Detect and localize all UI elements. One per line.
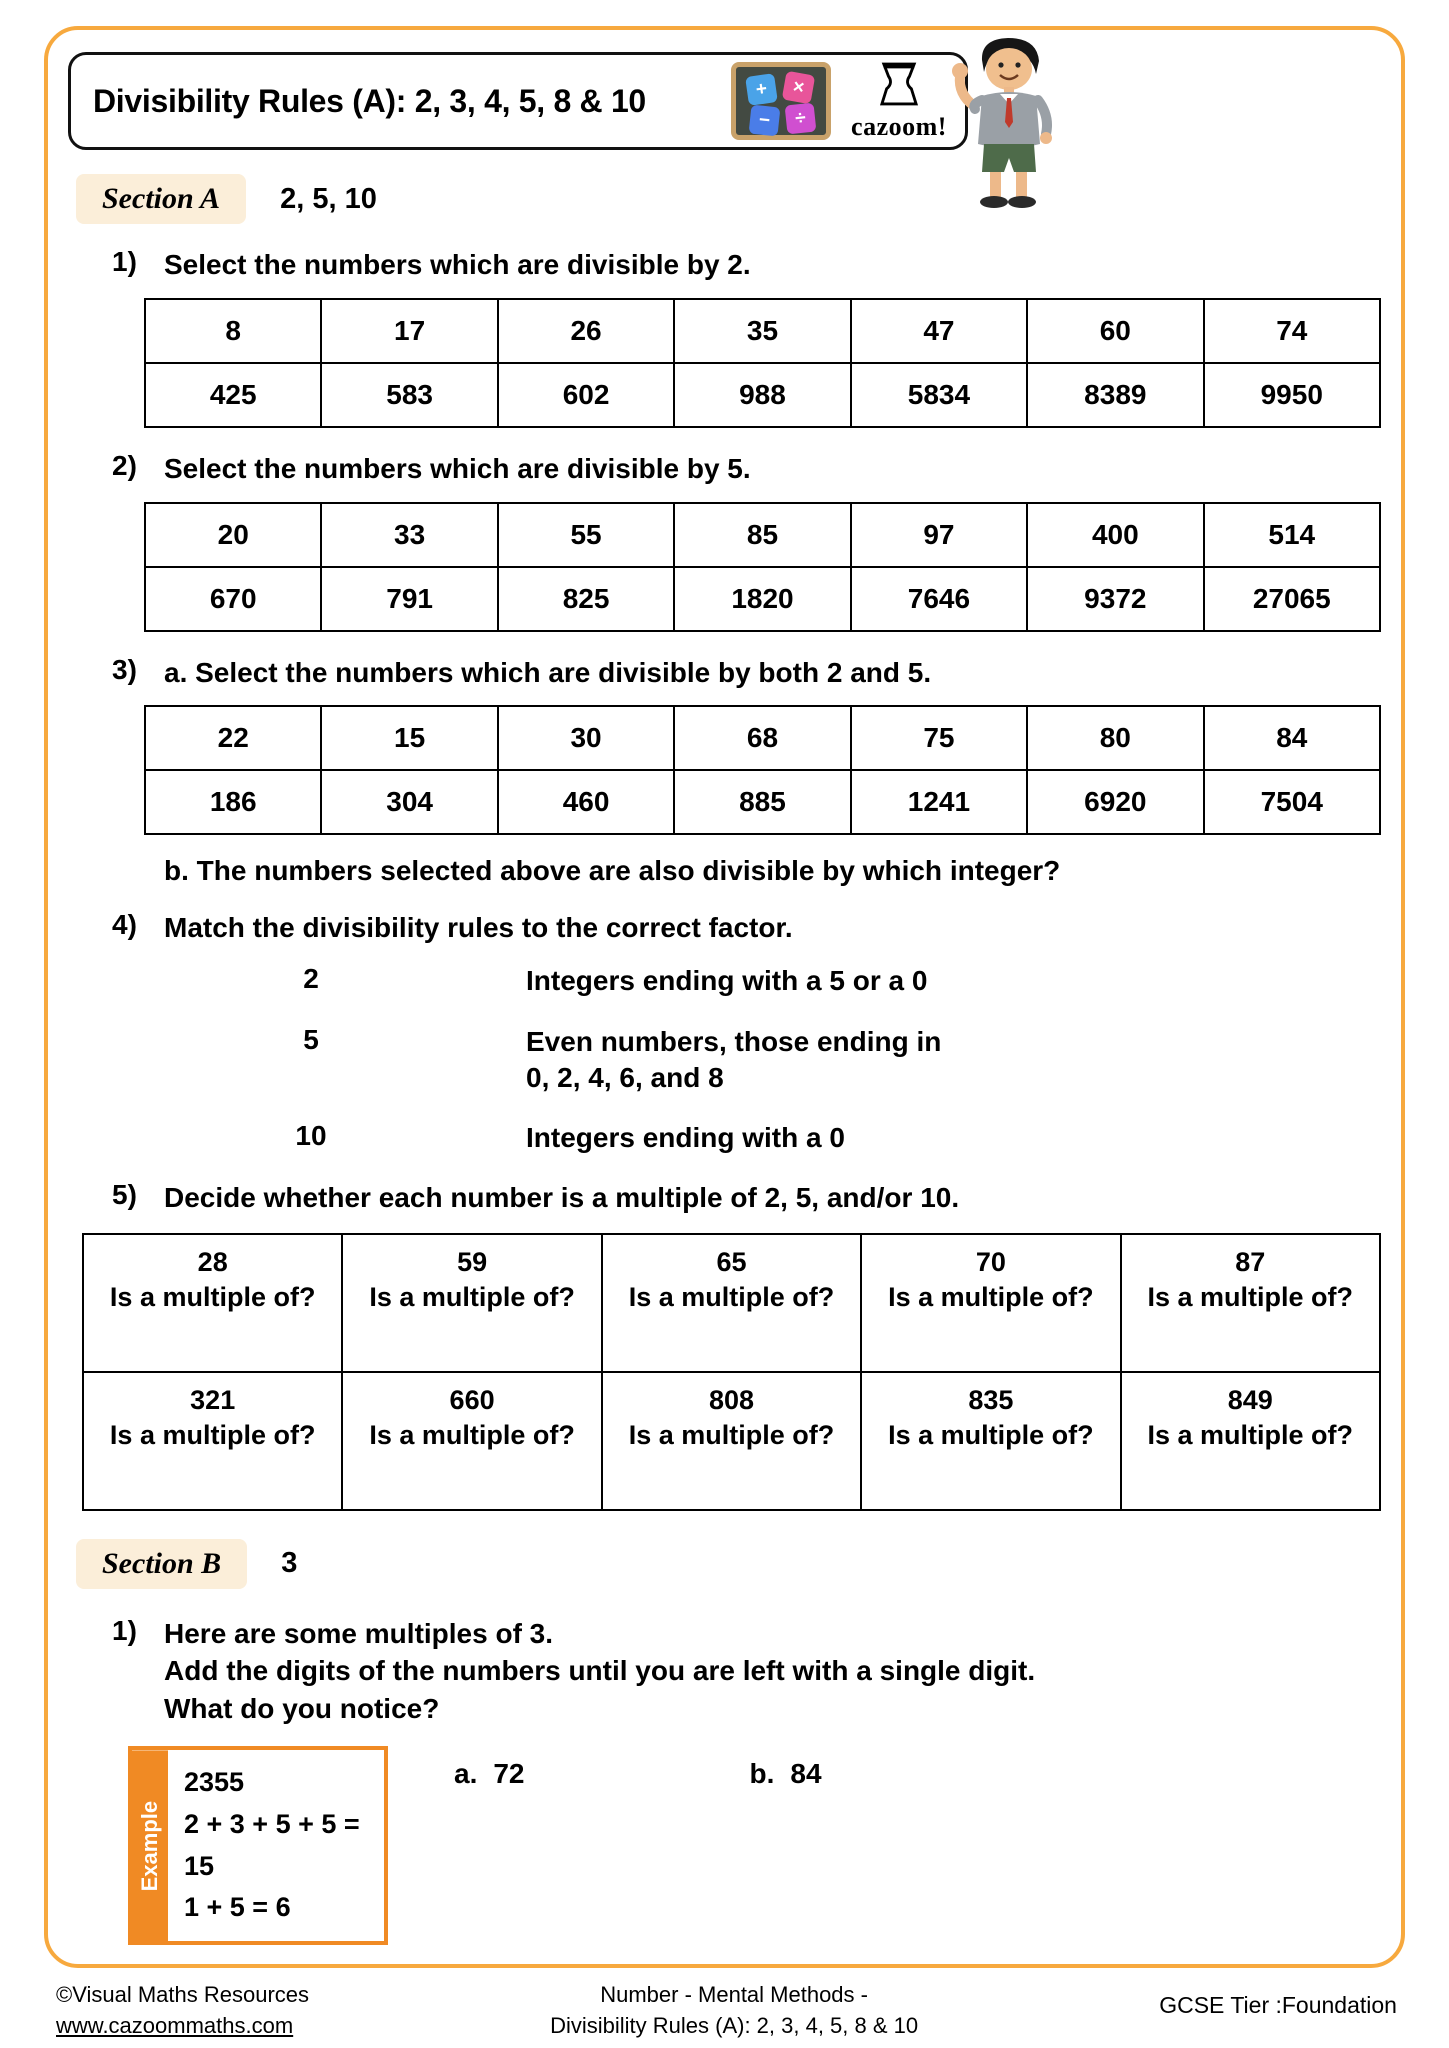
number-cell: 304	[321, 770, 497, 834]
q1-number-table	[144, 298, 1381, 428]
question-3b-prompt: b. The numbers selected above are also divisible by which integer?	[164, 855, 1061, 887]
boy-illustration	[950, 36, 1066, 212]
number-cell: 68	[674, 706, 850, 770]
table-row	[83, 1234, 1380, 1372]
match-factor: 10	[295, 1120, 327, 1152]
match-rule-line: Even numbers, those ending in	[526, 1025, 942, 1057]
number-cell: 186	[145, 770, 321, 834]
table-row	[145, 706, 1380, 770]
number-cell: 7504	[1204, 770, 1380, 834]
header	[68, 52, 1381, 150]
question-3-number: 3)	[112, 653, 137, 685]
example-line: 1 + 5 = 6	[184, 1892, 291, 1923]
cazoom-logo	[849, 61, 949, 142]
table-row	[145, 299, 1380, 363]
cell-number: 87	[1235, 1246, 1266, 1277]
plus-tile-icon: +	[745, 73, 778, 106]
question-1-prompt: Select the numbers which are divisible by 2.	[164, 249, 751, 280]
cell-question: Is a multiple of?	[109, 1281, 316, 1312]
multiple-cell	[83, 1234, 342, 1372]
number-cell: 80	[1027, 706, 1203, 770]
number-cell: 9372	[1027, 567, 1203, 631]
number-cell: 1241	[851, 770, 1027, 834]
times-tile-icon: ×	[782, 71, 816, 105]
multiple-cell	[1121, 1234, 1380, 1372]
item-letter: a.	[454, 1757, 478, 1789]
cell-question: Is a multiple of?	[109, 1419, 316, 1450]
number-cell: 17	[321, 299, 497, 363]
number-cell: 8	[145, 299, 321, 363]
number-cell: 15	[321, 706, 497, 770]
q5-multiples-table	[82, 1233, 1381, 1511]
example-row	[128, 1746, 1381, 1945]
cell-number: 321	[190, 1384, 236, 1415]
number-cell: 97	[851, 503, 1027, 567]
cell-number: 65	[716, 1246, 747, 1277]
match-rule	[526, 963, 1381, 999]
number-cell: 26	[498, 299, 674, 363]
question-1-number: 1)	[112, 246, 137, 277]
q2-number-table	[144, 502, 1381, 632]
number-cell: 400	[1027, 503, 1203, 567]
number-cell: 20	[145, 503, 321, 567]
number-cell: 85	[674, 503, 850, 567]
cell-number: 28	[197, 1246, 228, 1277]
number-cell: 47	[851, 299, 1027, 363]
minus-tile-icon: −	[749, 105, 781, 137]
item-value: 72	[493, 1757, 525, 1789]
cell-question: Is a multiple of?	[1147, 1419, 1354, 1450]
number-cell: 670	[145, 567, 321, 631]
website-link[interactable]: www.cazoommaths.com	[56, 2012, 294, 2038]
cell-question: Is a multiple of?	[369, 1419, 575, 1450]
number-cell: 9950	[1204, 363, 1380, 427]
multiple-cell	[861, 1234, 1120, 1372]
match-rule	[526, 1120, 1381, 1156]
number-cell: 74	[1204, 299, 1380, 363]
table-row	[83, 1372, 1380, 1510]
footer	[0, 1976, 1449, 2048]
prompt-line: What do you notice?	[164, 1693, 440, 1725]
section-b-label: Section B	[76, 1539, 247, 1589]
table-row	[145, 363, 1380, 427]
number-cell: 602	[498, 363, 674, 427]
table-row	[145, 503, 1380, 567]
multiple-cell	[342, 1372, 601, 1510]
number-cell: 514	[1204, 503, 1380, 567]
match-rule-line: Integers ending with a 5 or a 0	[526, 965, 928, 997]
number-cell: 7646	[851, 567, 1027, 631]
cell-number: 59	[457, 1246, 488, 1277]
number-cell: 791	[321, 567, 497, 631]
table-row	[145, 770, 1380, 834]
example-content	[168, 1750, 384, 1941]
q3-number-table	[144, 705, 1381, 835]
question-2	[112, 450, 1381, 488]
number-cell: 1820	[674, 567, 850, 631]
cell-number: 849	[1227, 1384, 1273, 1415]
number-cell: 60	[1027, 299, 1203, 363]
number-cell: 55	[498, 503, 674, 567]
example-line: 2355	[184, 1766, 245, 1797]
question-4-prompt: Match the divisibility rules to the correct factor.	[164, 912, 793, 944]
section-a-topic: 2, 5, 10	[280, 182, 377, 215]
multiple-cell	[83, 1372, 342, 1510]
match-rule-line: 0, 2, 4, 6, and 8	[526, 1061, 724, 1093]
cell-number: 835	[968, 1384, 1014, 1415]
section-b-head	[76, 1539, 1381, 1589]
multiple-cell	[342, 1234, 601, 1372]
multiple-cell	[861, 1372, 1120, 1510]
b-question-1-number: 1)	[112, 1614, 137, 1646]
page-title: Divisibility Rules (A): 2, 3, 4, 5, 8 & 10	[93, 82, 646, 119]
footer-center	[550, 1980, 918, 2042]
multiple-cell	[1121, 1372, 1380, 1510]
prompt-line: Here are some multiples of 3.	[164, 1617, 554, 1649]
section-a-head	[76, 174, 1381, 224]
footer-left	[56, 1980, 309, 2042]
footer-tier: GCSE Tier :Foundation	[1159, 1992, 1397, 2018]
match-exercise	[236, 963, 1381, 1157]
section-b-topic: 3	[281, 1547, 298, 1580]
copyright-text: ©Visual Maths Resources	[56, 1982, 310, 2007]
footer-worksheet-title: Divisibility Rules (A): 2, 3, 4, 5, 8 & 10	[550, 2012, 919, 2038]
cell-number: 660	[449, 1384, 495, 1415]
example-line: 2 + 3 + 5 + 5 = 15	[184, 1808, 360, 1881]
section-b-question-1	[112, 1615, 1381, 1728]
cell-question: Is a multiple of?	[628, 1281, 835, 1312]
cell-number: 70	[975, 1246, 1006, 1277]
number-cell: 988	[674, 363, 850, 427]
chalkboard-icon	[731, 62, 831, 140]
match-factor: 5	[303, 1023, 319, 1055]
number-cell: 75	[851, 706, 1027, 770]
prompt-line: Add the digits of the numbers until you are left with a single digit.	[164, 1655, 1036, 1687]
exercise-item-a	[454, 1758, 525, 1790]
title-box	[68, 52, 968, 150]
number-cell: 35	[674, 299, 850, 363]
question-1	[112, 246, 1381, 284]
cazoom-drum-icon	[880, 61, 918, 112]
number-cell: 84	[1204, 706, 1380, 770]
question-5	[112, 1179, 1381, 1217]
question-5-prompt: Decide whether each number is a multiple of 2, 5, and/or 10.	[164, 1181, 960, 1213]
question-5-number: 5)	[112, 1178, 137, 1210]
match-rule-line: Integers ending with a 0	[526, 1122, 845, 1154]
example-label: Example	[132, 1750, 168, 1941]
number-cell: 5834	[851, 363, 1027, 427]
number-cell: 27065	[1204, 567, 1380, 631]
divide-tile-icon: ÷	[785, 103, 817, 135]
table-row	[145, 567, 1380, 631]
multiple-cell	[602, 1234, 861, 1372]
match-rule	[526, 1024, 1381, 1097]
question-4-number: 4)	[112, 909, 137, 941]
item-letter: b.	[749, 1757, 775, 1789]
question-3	[112, 654, 1381, 692]
cell-question: Is a multiple of?	[628, 1419, 835, 1450]
b-question-1-prompt	[164, 1615, 1035, 1728]
question-2-prompt: Select the numbers which are divisible by 5.	[164, 452, 751, 484]
cell-number: 808	[708, 1384, 754, 1415]
number-cell: 425	[145, 363, 321, 427]
cell-question: Is a multiple of?	[888, 1419, 1094, 1450]
number-cell: 8389	[1027, 363, 1203, 427]
worksheet-frame	[44, 26, 1405, 1968]
number-cell: 885	[674, 770, 850, 834]
number-cell: 583	[321, 363, 497, 427]
number-cell: 460	[498, 770, 674, 834]
number-cell: 30	[498, 706, 674, 770]
number-cell: 22	[145, 706, 321, 770]
cell-question: Is a multiple of?	[888, 1281, 1094, 1312]
cell-question: Is a multiple of?	[369, 1281, 575, 1312]
question-3a-prompt: a. Select the numbers which are divisible by both 2 and 5.	[164, 656, 932, 688]
match-factor: 2	[303, 963, 319, 995]
number-cell: 825	[498, 567, 674, 631]
multiple-cell	[602, 1372, 861, 1510]
cell-question: Is a multiple of?	[1147, 1281, 1354, 1312]
number-cell: 6920	[1027, 770, 1203, 834]
example-box	[128, 1746, 388, 1945]
question-4	[112, 909, 1381, 947]
section-a-label: Section A	[76, 174, 246, 224]
item-value: 84	[790, 1757, 822, 1789]
question-2-number: 2)	[112, 449, 137, 481]
exercise-item-b	[750, 1758, 822, 1790]
cazoom-logo-text: cazoom!	[851, 111, 947, 141]
footer-category: Number - Mental Methods -	[600, 1982, 868, 2007]
number-cell: 33	[321, 503, 497, 567]
